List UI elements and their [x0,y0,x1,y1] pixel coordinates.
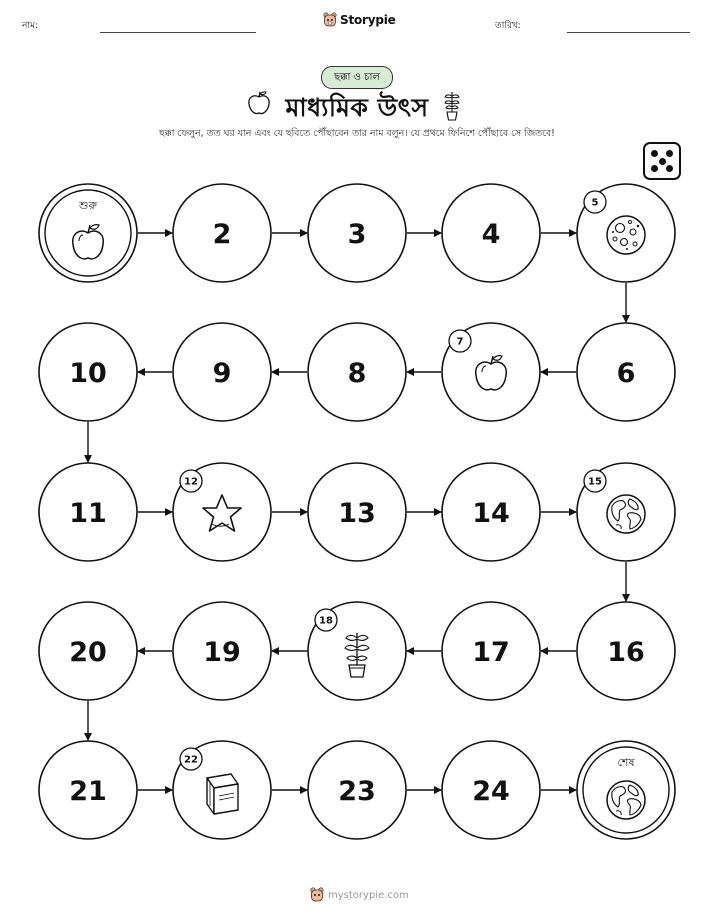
cell-number: 14 [472,498,510,529]
storypie-mascot-icon [310,887,324,903]
start-label: শুরু [79,199,97,212]
name-label: নাম: [22,21,39,31]
game-tag: ছক্কা ও চাল [321,66,393,89]
board-cell-15 [577,463,675,561]
board-cell-4 [442,184,540,282]
board-cell-21 [39,741,137,839]
board-cell-19 [173,602,271,700]
cell-number: 11 [69,498,107,529]
board-cells [39,184,675,839]
cell-number: 15 [588,476,602,488]
cell-number: 2 [212,219,232,250]
cell-number: 23 [338,776,376,807]
cell-number: 5 [591,197,599,209]
board-cell-12 [173,463,271,561]
board-cell-9 [173,323,271,421]
book-icon [207,774,238,814]
board-cell-22 [173,741,271,839]
earth-icon [607,781,645,819]
board-cell-1 [39,184,137,282]
board-cell-11 [39,463,137,561]
page-title: মাধ্যমিক উৎস [285,93,429,122]
cell-number: 24 [472,776,510,807]
cell-number: 12 [184,476,198,488]
cell-number: 8 [347,358,367,389]
instructions: ছক্কা ফেলুন, তত ঘর যান এবং যে ছবিতে পৌঁছাবেন তার নাম বলুন। যে প্রথমে ফিনিশে পৌঁছাবে সে জিতবে! [159,128,555,139]
cell-number: 4 [481,219,501,250]
board-cell-25 [577,741,675,839]
board-cell-23 [308,741,406,839]
end-label: শেষ [617,756,635,769]
cell-number: 6 [616,358,636,389]
board-cell-7 [442,323,540,421]
earth-icon [607,495,645,533]
footer-url[interactable]: mystorypie.com [328,889,409,901]
board-cell-20 [39,602,137,700]
cell-number: 9 [212,358,232,389]
board-cell-14 [442,463,540,561]
board-cell-16 [577,602,675,700]
footer [310,887,409,903]
cell-number: 3 [347,219,367,250]
board-cell-13 [308,463,406,561]
board-cell-18 [308,602,406,700]
date-label: তারিখ: [495,21,521,31]
board-cell-17 [442,602,540,700]
cell-number: 7 [456,336,464,348]
board-cell-3 [308,184,406,282]
cell-number: 22 [184,754,198,766]
board-cell-10 [39,323,137,421]
board-cell-6 [577,323,675,421]
board-cell-5 [577,184,675,282]
cell-number: 19 [203,637,241,668]
cell-number: 13 [338,498,376,529]
cell-number: 10 [69,358,107,389]
cell-number: 21 [69,776,107,807]
board-cell-8 [308,323,406,421]
cell-number: 16 [607,637,645,668]
cell-number: 18 [319,615,333,627]
cell-number: 20 [69,637,107,668]
board-cell-2 [173,184,271,282]
moon-icon [607,216,645,254]
brand-name: Storypie [340,13,396,27]
board-cell-24 [442,741,540,839]
cell-number: 17 [472,637,510,668]
